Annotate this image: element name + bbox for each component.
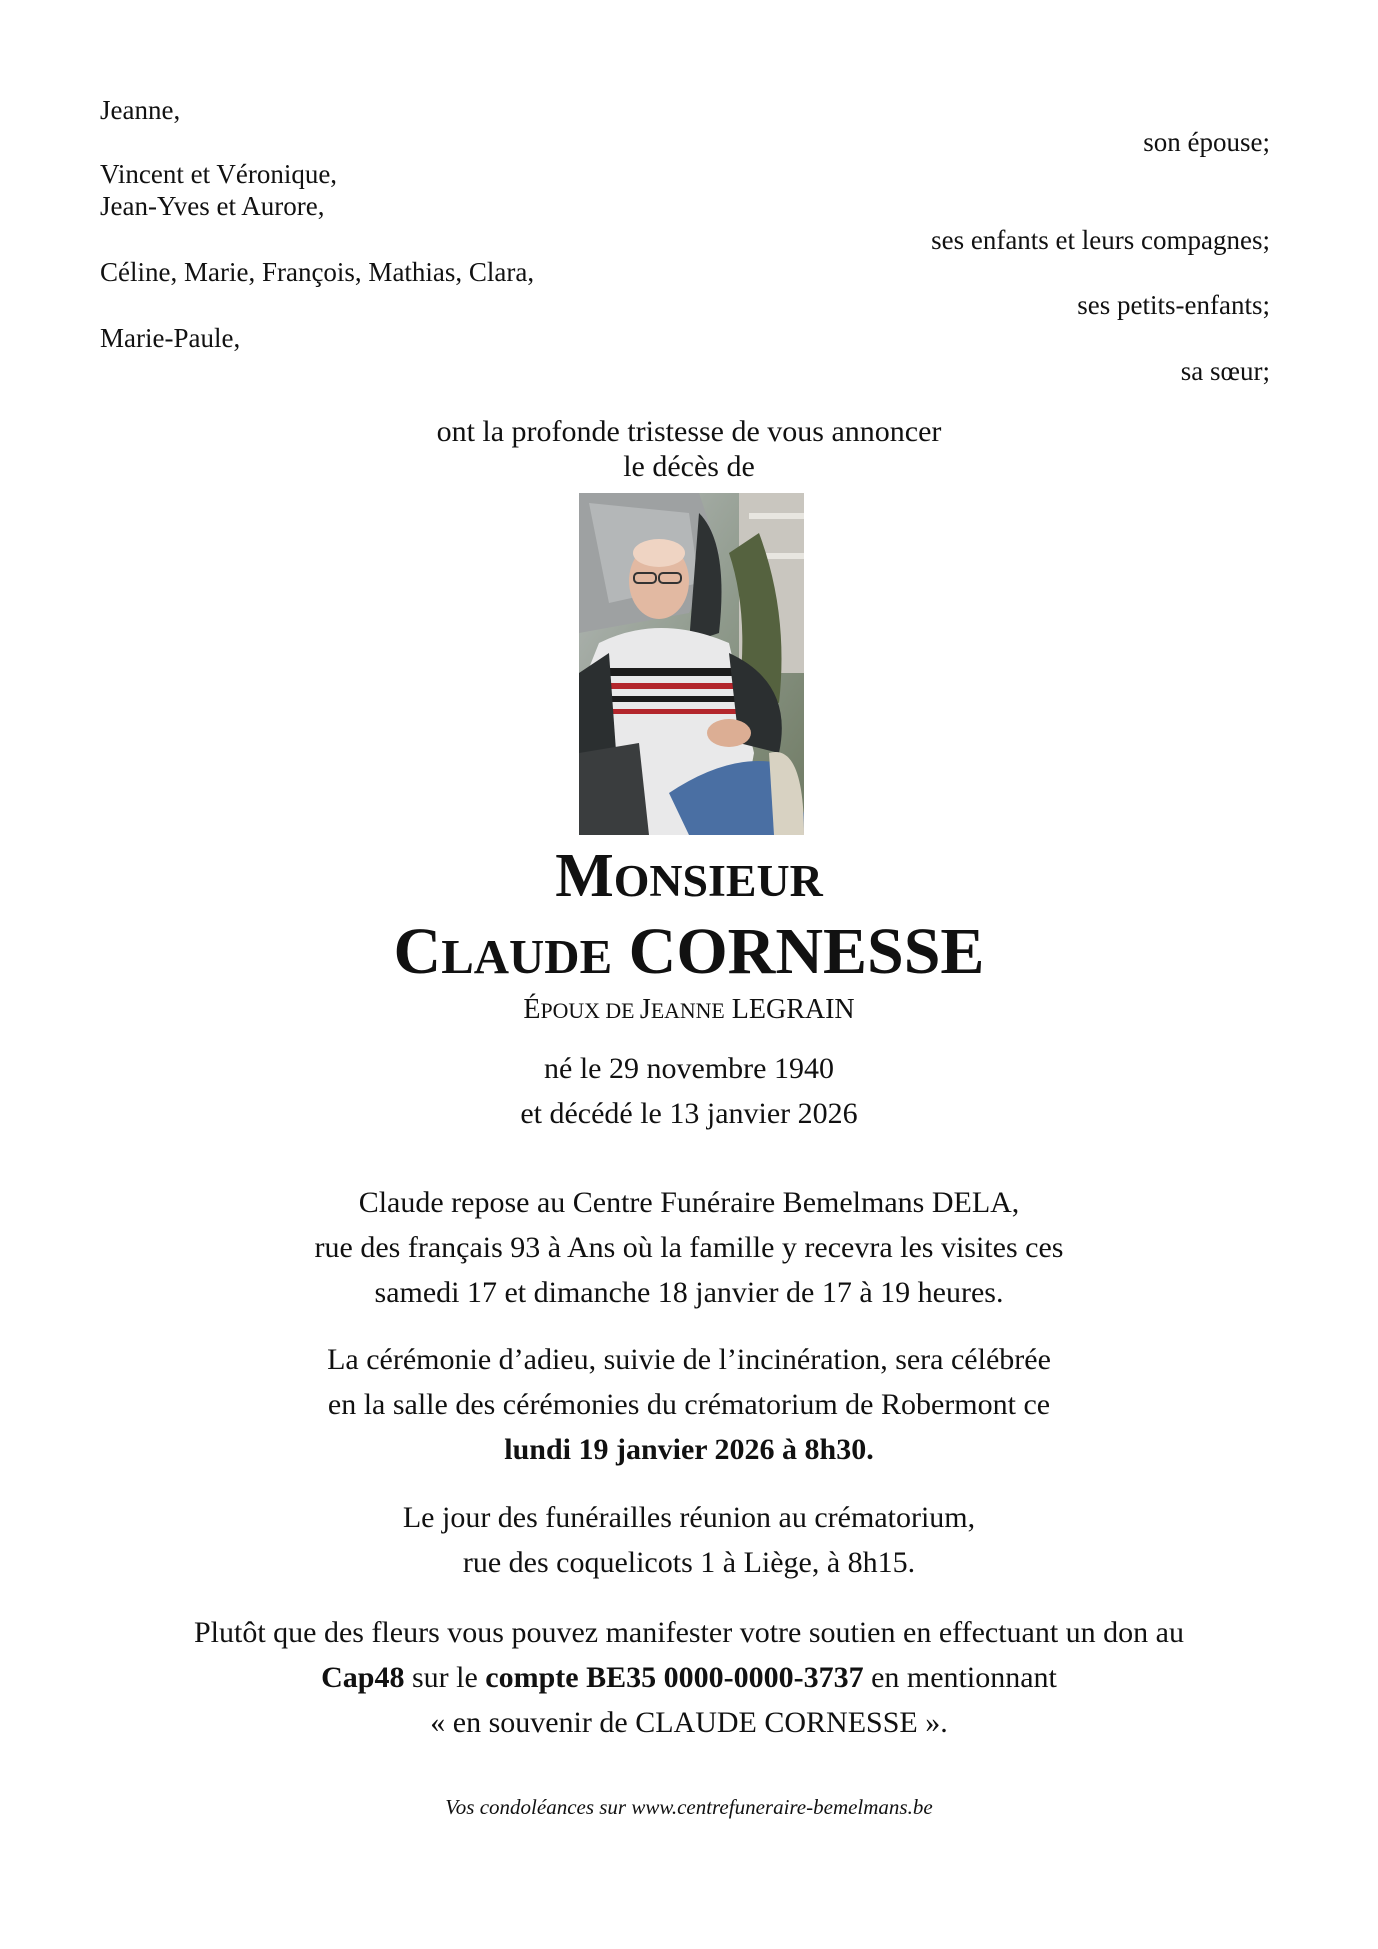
repose-paragraph — [0, 1180, 1378, 1315]
reunion-paragraph — [0, 1495, 1378, 1585]
family-member-spouse: Jeanne, — [100, 95, 181, 125]
relation-sister: sa sœur; — [1180, 356, 1270, 386]
life-dates — [0, 1046, 1378, 1136]
portrait-photo — [579, 493, 804, 835]
donation-line-2 — [0, 1655, 1378, 1700]
ceremony-line-2: en la salle des cérémonies du crématorium de Robermont ce — [327, 1388, 1051, 1421]
first-name-initial: C — [393, 915, 442, 988]
spouse-last-name: LEGRAIN — [731, 994, 855, 1025]
reunion-line-2: rue des coquelicots 1 à Liège, à 8h15. — [462, 1546, 916, 1579]
donation-line-3: « en souvenir de CLAUDE CORNESSE ». — [430, 1706, 948, 1739]
relation-spouse: son épouse; — [1143, 127, 1270, 157]
relation-children: ses enfants et leurs compagnes; — [931, 225, 1270, 255]
honorific — [0, 840, 1378, 917]
donation-mid-1: sur le — [404, 1661, 486, 1694]
family-member-grandchildren: Céline, Marie, François, Mathias, Clara, — [100, 257, 535, 287]
donation-mid-2: en mentionnant — [863, 1661, 1057, 1694]
family-member-children-1: Vincent et Véronique, — [100, 159, 338, 189]
relation-grandchildren: ses petits-enfants; — [1077, 290, 1270, 320]
announcement-line-1: ont la profonde tristesse de vous annoncer — [436, 415, 942, 448]
announcement-line-2: le décès de — [623, 450, 755, 483]
donation-account: compte BE35 0000-0000-3737 — [485, 1661, 864, 1694]
donation-org: Cap48 — [321, 1661, 405, 1694]
ceremony-paragraph — [0, 1337, 1378, 1472]
last-name: CORNESSE — [628, 915, 985, 988]
spouse-prefix: POUX DE — [540, 999, 640, 1023]
repose-line-2: rue des français 93 à Ans où la famille y recevra les visites ces — [314, 1231, 1064, 1264]
announcement — [0, 414, 1378, 484]
death-date: et décédé le 13 janvier 2026 — [520, 1097, 858, 1130]
donation-line-1: Plutôt que des fleurs vous pouvez manifester votre soutien en effectuant un don au — [193, 1616, 1184, 1649]
family-member-sister: Marie-Paule, — [100, 323, 241, 353]
spouse-initial: É — [523, 994, 541, 1025]
spouse-line — [0, 992, 1378, 1029]
repose-line-1: Claude repose au Centre Funéraire Bemelmans DELA, — [358, 1186, 1020, 1219]
repose-line-3: samedi 17 et dimanche 18 janvier de 17 à 19 heures. — [374, 1276, 1004, 1309]
reunion-line-1: Le jour des funérailles réunion au crématorium, — [402, 1501, 976, 1534]
honorific-rest: ONSIEUR — [613, 855, 823, 906]
spouse-first-rest: EANNE — [650, 999, 725, 1023]
birth-date: né le 29 novembre 1940 — [544, 1052, 834, 1085]
condolences-footer: Vos condoléances sur www.centrefuneraire-bemelmans.be — [445, 1795, 933, 1819]
first-name-rest: LAUDE — [441, 929, 613, 984]
honorific-initial: M — [555, 842, 614, 910]
spouse-first-initial: J — [639, 994, 651, 1025]
donation-paragraph — [0, 1610, 1378, 1745]
deceased-name — [0, 912, 1378, 997]
ceremony-date: lundi 19 janvier 2026 à 8h30. — [504, 1433, 874, 1466]
family-member-children-2: Jean-Yves et Aurore, — [100, 191, 325, 221]
ceremony-line-1: La cérémonie d’adieu, suivie de l’incinération, sera célébrée — [327, 1343, 1051, 1376]
